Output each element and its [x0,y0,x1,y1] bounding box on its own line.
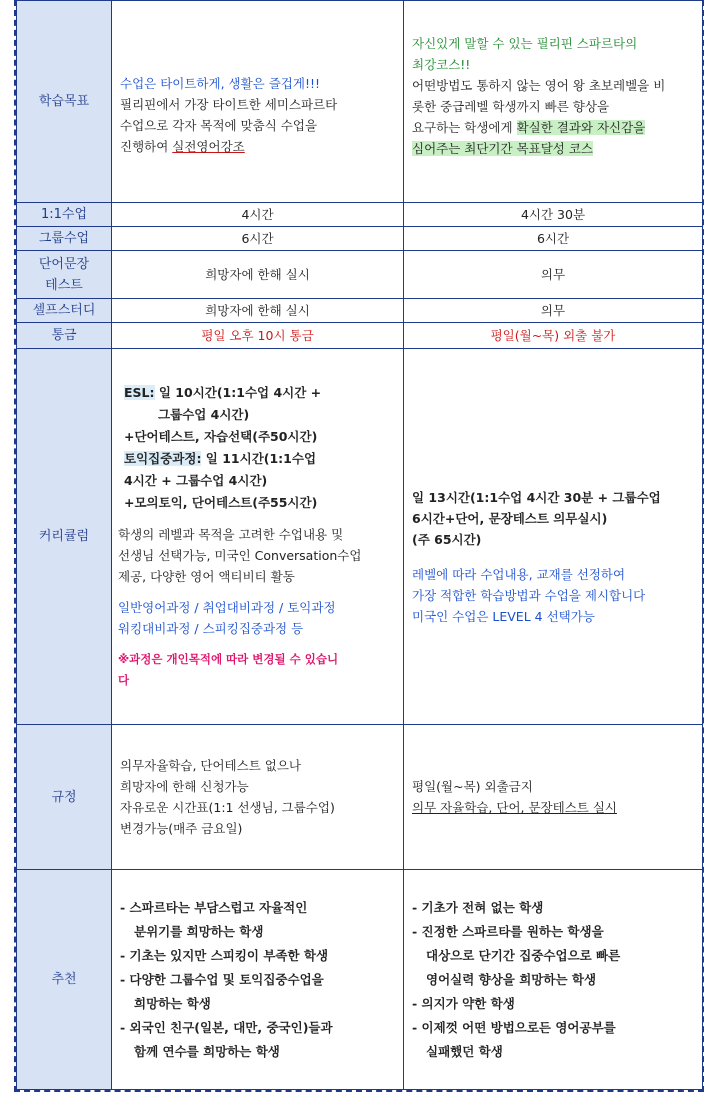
toeic-line3: +모의토익, 단어테스트(주55시간) [124,495,318,510]
rules-right-line1: 평일(월~목) 외출금지 [412,779,533,794]
recommend-left-item: 희망하는 학생 [134,995,211,1011]
rules-left-cell [112,725,404,870]
goals-right-line2: 롯한 중급레벨 학생까지 빠른 향상을 [412,99,610,114]
word-test-label-line1: 단어문장 [38,256,90,272]
goals-right-line1: 어떤방법도 통하지 않는 영어 왕 초보레벨을 비 [412,78,666,93]
group-row [17,227,703,251]
curriculum-course1: 일반영어과정 / 취업대비과정 / 토익과정 [118,600,336,615]
recommend-right-item: - 의지가 약한 학생 [412,995,515,1011]
curriculum-course2: 워킹대비과정 / 스피킹집중과정 등 [118,621,304,636]
recommend-label: 추천 [17,870,112,1090]
recommend-left-item: - 기초는 있지만 스피킹이 부족한 학생 [120,947,329,963]
toeic-line1: 일 11시간(1:1수업 [201,451,317,466]
goals-right-line4: 심어주는 최단기간 목표달성 코스 [412,141,593,156]
curriculum-esl-block [118,382,397,514]
goals-left-line3 [120,136,397,157]
word-test-right: 의무 [404,251,703,299]
curriculum-right-blue3: 미국인 수업은 LEVEL 4 선택가능 [412,608,595,624]
esl-line2: 그룹수업 4시간) [158,407,250,422]
recommend-left-item: 함께 연수를 희망하는 학생 [134,1043,280,1059]
esl-line1: 일 10시간(1:1수업 4시간 + [154,385,322,400]
rules-right-cell [404,725,703,870]
curriculum-desc1: 학생의 레벨과 목적을 고려한 수업내용 및 [118,527,344,542]
goals-right-headline1: 자신있게 말할 수 있는 필리핀 스파르타의 [412,36,638,51]
one-on-one-row [17,203,703,227]
group-label: 그룹수업 [17,227,112,251]
one-on-one-left: 4시간 [112,203,404,227]
curriculum-note2: 다 [118,673,130,687]
recommend-right-item: 영어실력 향상을 희망하는 학생 [426,971,597,987]
curfew-row [17,323,703,349]
recommend-right-item: 실패했던 학생 [426,1043,503,1059]
goals-right-line3-prefix: 요구하는 학생에게 [412,120,517,135]
goals-right-emphasis: 확실한 결과와 자신감을 [516,120,646,135]
comparison-table [16,0,703,1090]
esl-tag: ESL: [124,385,155,400]
rules-row [17,725,703,870]
curriculum-left-cell [112,349,404,725]
self-study-left: 희망자에 한해 실시 [112,299,404,323]
toeic-line2: 4시간 + 그룹수업 4시간) [124,473,268,488]
goals-left-line1: 필리핀에서 가장 타이트한 세미스파르타 [120,96,338,112]
goals-left-headline: 수업은 타이트하게, 생활은 즐겁게!!! [120,75,320,91]
curriculum-right-blue1: 레벨에 따라 수업내용, 교재를 선정하여 [412,566,626,582]
self-study-label: 셀프스터디 [17,299,112,323]
group-right: 6시간 [404,227,703,251]
curriculum-desc3: 제공, 다양한 영어 액티비티 활동 [118,569,295,584]
curriculum-right-schedule [412,487,696,550]
recommend-left-item: - 외국인 친구(일본, 대만, 중국인)들과 [120,1019,333,1035]
goals-left-line3-prefix: 진행하여 [120,138,173,154]
recommend-left-item: 분위기를 희망하는 학생 [134,923,264,939]
curfew-label: 통금 [17,323,112,349]
goals-right-cell [404,1,703,203]
recommend-right-cell [404,870,703,1090]
recommend-right-item: - 이제껏 어떤 방법으로든 영어공부를 [412,1019,616,1035]
self-study-right: 의무 [404,299,703,323]
rules-right-line2: 의무 자율학습, 단어, 문장테스트 실시 [412,800,617,815]
curriculum-desc2: 선생님 선택가능, 미국인 Conversation수업 [118,548,362,563]
curriculum-right-cell [404,349,703,725]
curriculum-note1: ※과정은 개인목적에 따라 변경될 수 있습니 [118,652,339,666]
curriculum-right-line3: (주 65시간) [412,531,482,547]
recommend-right-item: - 기초가 전혀 없는 학생 [412,899,544,915]
goals-row [17,1,703,203]
curriculum-right-line1: 일 13시간(1:1수업 4시간 30분 + 그룹수업 [412,489,661,505]
word-test-left: 희망자에 한해 실시 [112,251,404,299]
goals-label: 학습목표 [17,1,112,203]
word-test-label-line2: 테스트 [45,277,83,293]
course-comparison-sheet [14,0,704,1092]
recommend-right-item: - 진정한 스파르타를 원하는 학생을 [412,923,604,939]
group-left: 6시간 [112,227,404,251]
word-test-label [17,251,112,299]
esl-line3: +단어테스트, 자습선택(주50시간) [124,429,318,444]
curfew-right: 평일(월~목) 외출 불가 [404,323,703,349]
rules-left-line4: 변경가능(매주 금요일) [120,821,243,836]
recommend-left-item: - 다양한 그룹수업 및 토익집중수업을 [120,971,324,987]
goals-right-line3 [412,117,696,138]
rules-left-line1: 의무자율학습, 단어테스트 없으나 [120,758,301,773]
self-study-row [17,299,703,323]
curriculum-row [17,349,703,725]
one-on-one-label: 1:1수업 [17,203,112,227]
toeic-tag: 토익집중과정: [124,451,202,466]
one-on-one-right: 4시간 30분 [404,203,703,227]
curriculum-right-line2: 6시간+단어, 문장테스트 의무실시) [412,510,608,526]
recommend-row [17,870,703,1090]
goals-left-cell [112,1,404,203]
curriculum-right-blue2: 가장 적합한 학습방법과 수업을 제시합니다 [412,587,646,603]
goals-right-headline2: 최강코스!! [412,57,471,72]
goals-left-emphasis: 실전영어강조 [172,138,245,154]
curfew-left: 평일 오후 10시 통금 [112,323,404,349]
rules-left-line2: 희망자에 한해 신청가능 [120,779,249,794]
recommend-right-item: 대상으로 단기간 집중수업으로 빠른 [426,947,621,963]
goals-left-line2: 수업으로 각자 목적에 맞춤식 수업을 [120,117,318,133]
recommend-left-item: - 스파르타는 부담스럽고 자율적인 [120,899,308,915]
word-test-row [17,251,703,299]
curriculum-label: 커리큘럼 [17,349,112,725]
recommend-left-cell [112,870,404,1090]
rules-left-line3: 자유로운 시간표(1:1 선생님, 그룹수업) [120,800,335,815]
rules-label: 규정 [17,725,112,870]
